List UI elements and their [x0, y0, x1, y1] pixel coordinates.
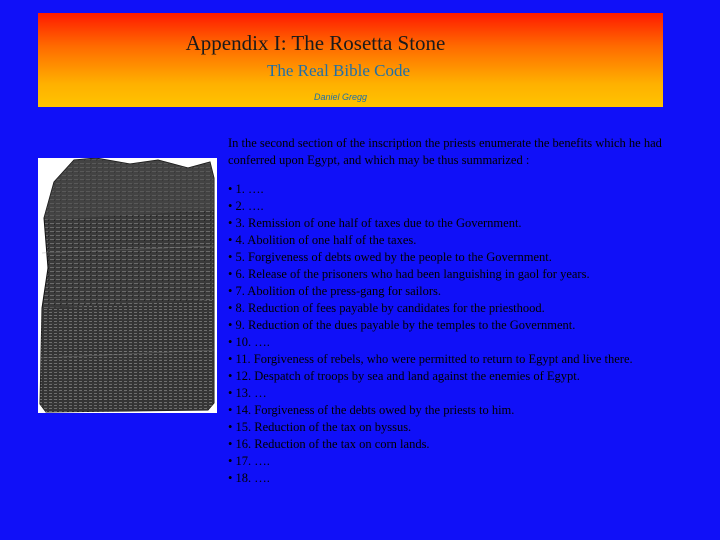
list-item: • 13. … — [228, 386, 267, 400]
rosetta-stone-image — [38, 158, 217, 413]
list-item: • 14. Forgiveness of the debts owed by the priests to him. — [228, 403, 515, 417]
list-item: • 5. Forgiveness of debts owed by the people to the Government. — [228, 250, 552, 264]
list-item: • 16. Reduction of the tax on corn lands. — [228, 437, 430, 451]
list-item: • 11. Forgiveness of rebels, who were permitted to return to Egypt and live there. — [228, 352, 633, 366]
list-item: • 4. Abolition of one half of the taxes. — [228, 233, 417, 247]
list-item: • 1. …. — [228, 182, 264, 196]
intro-paragraph: In the second section of the inscription the priests enumerate the benefits which he had conferred upon Egypt, and which may be thus summarized : — [228, 136, 662, 167]
list-item: • 3. Remission of one half of taxes due to the Government. — [228, 216, 522, 230]
benefits-text — [228, 135, 698, 487]
benefits-list — [228, 181, 698, 487]
list-item: • 8. Reduction of fees payable by candidates for the priesthood. — [228, 301, 545, 315]
subtitle-link[interactable]: The Real Bible Code — [266, 61, 411, 80]
list-item: • 15. Reduction of the tax on byssus. — [228, 420, 412, 434]
list-item: • 2. …. — [228, 199, 264, 213]
list-item: • 12. Despatch of troops by sea and land against the enemies of Egypt. — [228, 369, 580, 383]
list-item: • 10. …. — [228, 335, 270, 349]
title-banner — [38, 13, 663, 107]
page-title: Appendix I: The Rosetta Stone — [185, 31, 446, 55]
list-item: • 18. …. — [228, 471, 270, 485]
list-item: • 17. …. — [228, 454, 270, 468]
list-item: • 9. Reduction of the dues payable by the temples to the Government. — [228, 318, 576, 332]
list-item: • 6. Release of the prisoners who had been languishing in gaol for years. — [228, 267, 590, 281]
list-item: • 7. Abolition of the press-gang for sailors. — [228, 284, 442, 298]
author-link[interactable]: Daniel Gregg — [313, 92, 368, 102]
